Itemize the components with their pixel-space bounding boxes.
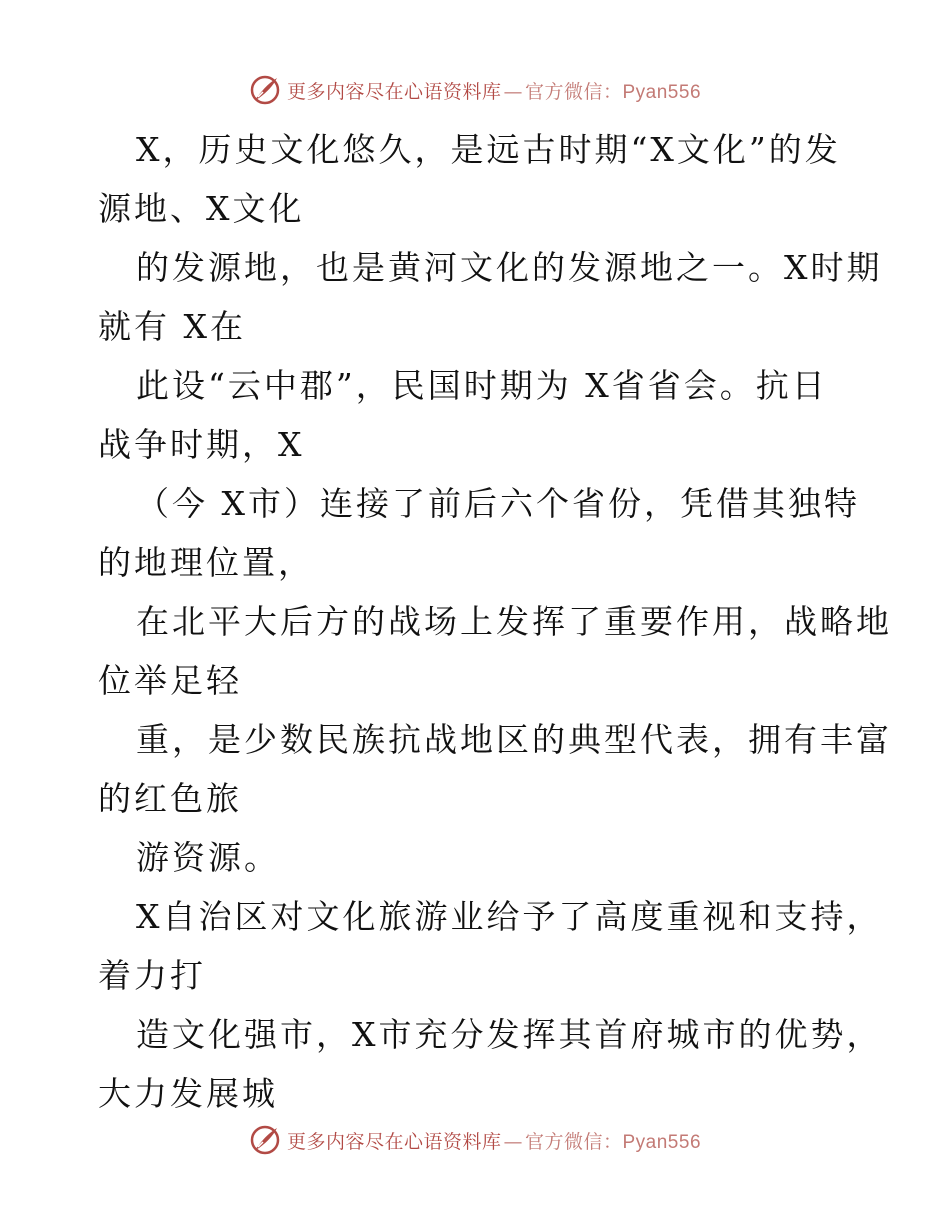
- body-text-line: （今 X市）连接了前后六个省份，凭借其独特: [136, 484, 860, 523]
- body-text-line: 大力发展城: [98, 1074, 278, 1113]
- body-text-line: X，历史文化悠久，是远古时期“X文化”的发: [136, 130, 841, 169]
- quill-pen-logo-icon: [249, 74, 281, 106]
- body-text-line: 源地、X文化: [98, 189, 305, 228]
- banner-label: 更多内容尽在心语资料库: [286, 1130, 502, 1153]
- body-text-line: 在北平大后方的战场上发挥了重要作用，战略地: [136, 602, 892, 641]
- body-text-line: 造文化强市，X市充分发挥其首府城市的优势，: [136, 1015, 883, 1054]
- document-body: [98, 120, 892, 1113]
- body-text-line: 的发源地，也是黄河文化的发源地之一。X时期: [136, 248, 883, 287]
- banner-handle: Pyan556: [622, 1131, 702, 1153]
- body-text-line: 的红色旅: [98, 779, 242, 818]
- banner-separator: —: [503, 80, 523, 103]
- body-text-line: 战争时期，X: [98, 425, 305, 464]
- body-text-line: 游资源。: [136, 838, 280, 877]
- banner-separator: —: [503, 1130, 523, 1153]
- footer-banner: [0, 1120, 950, 1160]
- body-text-line: 位举足轻: [98, 661, 242, 700]
- body-text-line: 的地理位置，: [98, 543, 314, 582]
- body-text-line: X自治区对文化旅游业给予了高度重视和支持，: [136, 897, 883, 936]
- body-text-line: 此设“云中郡”，民国时期为 X省省会。抗日: [136, 366, 828, 405]
- body-text-line: 就有 X在: [98, 307, 246, 346]
- banner-handle: Pyan556: [622, 81, 702, 103]
- banner-sub-label: 官方微信：: [524, 80, 623, 103]
- body-text-line: 着力打: [98, 956, 206, 995]
- quill-pen-logo-icon: [249, 1124, 281, 1156]
- banner-sub-label: 官方微信：: [524, 1130, 623, 1153]
- banner-text: [287, 1127, 701, 1154]
- banner-label: 更多内容尽在心语资料库: [286, 80, 502, 103]
- body-text-line: 重，是少数民族抗战地区的典型代表，拥有丰富: [136, 720, 892, 759]
- banner-text: [287, 77, 701, 104]
- header-banner: [0, 70, 950, 110]
